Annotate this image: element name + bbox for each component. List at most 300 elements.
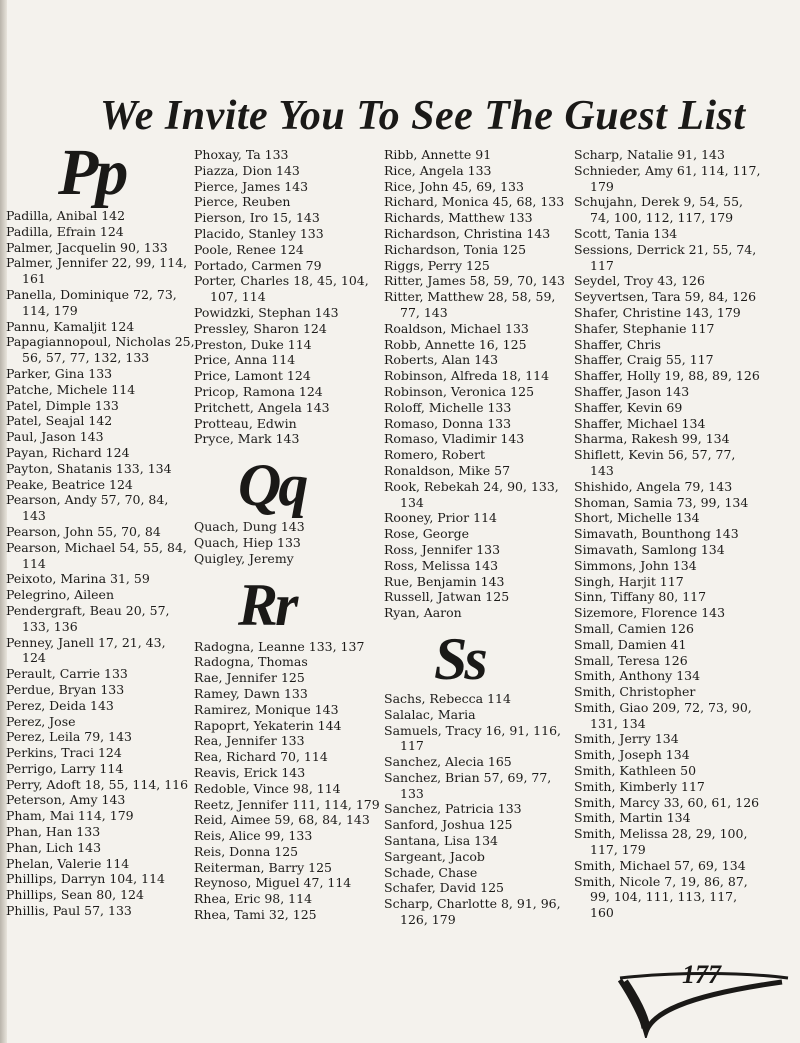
guest-entry (574, 368, 774, 384)
guest-name-line: Papagiannopoul, Nicholas 25, (6, 334, 195, 350)
guest-name-line: Phan, Lich 143 (6, 839, 102, 855)
guest-name-line: Pendergraft, Beau 20, 57, (6, 602, 170, 618)
guest-entry (384, 542, 564, 558)
guest-pages-continued: 117 (590, 257, 614, 273)
guest-name-line: Pierson, Iro 15, 143 (194, 210, 320, 226)
guest-name-line: Ross, Melissa 143 (384, 557, 499, 573)
guest-entry (384, 574, 564, 590)
guest-entry (574, 637, 774, 653)
guest-name-line: Reis, Alice 99, 133 (194, 828, 313, 844)
guest-entry (6, 492, 186, 524)
guest-entry (6, 698, 186, 714)
guest-entry (6, 255, 186, 287)
guest-name-line: Smith, Christopher (574, 684, 696, 700)
guest-name-line: Piazza, Dion 143 (194, 162, 300, 178)
column-3 (384, 147, 564, 928)
guest-entry (6, 903, 186, 919)
guest-entry (194, 797, 379, 813)
guest-name-line: Rea, Richard 70, 114 (194, 749, 328, 765)
guest-entry (384, 226, 564, 242)
guest-name-line: Placido, Stanley 133 (194, 225, 324, 241)
guest-entry (384, 558, 564, 574)
guest-pages-continued: 131, 134 (590, 715, 646, 731)
guest-name-line: Short, Michelle 134 (574, 510, 700, 526)
guest-entry (194, 242, 379, 258)
guest-name-line: Perez, Deida 143 (6, 697, 114, 713)
guest-entry (6, 571, 186, 587)
guest-name-line: Preston, Duke 114 (194, 336, 312, 352)
guest-entry (384, 605, 564, 621)
guest-name-line: Rhea, Eric 98, 114 (194, 891, 313, 907)
guest-name-line: Patche, Michele 114 (6, 381, 136, 397)
guest-entry (574, 621, 774, 637)
guest-entry (194, 147, 379, 163)
guest-pages-continued: 117 (400, 738, 424, 754)
guest-name-line: Padilla, Anibal 142 (6, 208, 126, 223)
guest-entry (6, 413, 186, 429)
guest-name-line: Smith, Jerry 134 (574, 731, 679, 747)
guest-name-line: Rhea, Tami 32, 125 (194, 907, 317, 923)
guest-entry (6, 729, 186, 745)
guest-entry (6, 840, 186, 856)
guest-pages-continued: 161 (22, 271, 46, 287)
guest-pages-continued: 126, 179 (400, 912, 456, 928)
guest-name-line: Perault, Carrie 133 (6, 666, 128, 682)
guest-name-line: Ramey, Dawn 133 (194, 685, 308, 701)
page-number: 177 (682, 960, 721, 989)
guest-name-line: Radogna, Leanne 133, 137 (194, 638, 365, 654)
guest-entry (384, 273, 564, 289)
guest-name-line: Shaffer, Michael 134 (574, 415, 706, 431)
guest-entry (574, 337, 774, 353)
guest-entry (574, 542, 774, 558)
guest-name-line: Peterson, Amy 143 (6, 792, 126, 808)
guest-name-line: Smith, Michael 57, 69, 134 (574, 857, 746, 873)
guest-name-line: Seydel, Troy 43, 126 (574, 273, 705, 289)
guest-entry (574, 226, 774, 242)
guest-pages-continued: 107, 114 (210, 289, 266, 305)
guest-pages-continued: 117, 179 (590, 842, 646, 858)
guest-entry (574, 242, 774, 274)
entries-r-part1 (194, 639, 379, 923)
guest-pages-continued: 134 (400, 494, 424, 510)
guest-entry (194, 781, 379, 797)
guest-entry (384, 400, 564, 416)
guest-name-line: Smith, Giao 209, 72, 73, 90, (574, 699, 752, 715)
guest-name-line: Peixoto, Marina 31, 59 (6, 571, 150, 587)
guest-entry (6, 666, 186, 682)
guest-entry (6, 398, 186, 414)
guest-name-line: Phan, Han 133 (6, 824, 101, 840)
guest-entry (194, 686, 379, 702)
guest-pages-continued: 114 (22, 555, 46, 571)
guest-entry (6, 240, 186, 256)
guest-name-line: Pressley, Sharon 124 (194, 320, 327, 336)
guest-name-line: Smith, Nicole 7, 19, 86, 87, (574, 873, 748, 889)
guest-name-line: Sessions, Derrick 21, 55, 74, (574, 241, 757, 257)
guest-name-line: Pricop, Ramona 124 (194, 383, 323, 399)
guest-entry (6, 287, 186, 319)
guest-name-line: Richard, Monica 45, 68, 133 (384, 194, 565, 210)
guest-entry (574, 447, 774, 479)
guest-entry (194, 384, 379, 400)
guest-entry (194, 163, 379, 179)
guest-entry (574, 400, 774, 416)
guest-entry (574, 874, 774, 921)
guest-entry (6, 682, 186, 698)
guest-name-line: Small, Camien 126 (574, 620, 694, 636)
guest-entry (384, 801, 564, 817)
guest-entry (194, 194, 379, 210)
guest-entry (574, 668, 774, 684)
guest-name-line: Shafer, Christine 143, 179 (574, 304, 741, 320)
guest-name-line: Parker, Gina 133 (6, 365, 113, 381)
guest-name-line: Smith, Melissa 28, 29, 100, (574, 826, 748, 842)
guest-entry (384, 242, 564, 258)
guest-name-line: Rea, Jennifer 133 (194, 733, 305, 749)
guest-entry (574, 526, 774, 542)
guest-entry (194, 416, 379, 432)
guest-name-line: Seyvertsen, Tara 59, 84, 126 (574, 289, 757, 305)
guest-pages-continued: 56, 57, 77, 132, 133 (22, 350, 150, 366)
guest-name-line: Perry, Adoft 18, 55, 114, 116 (6, 776, 189, 792)
guest-name-line: Perez, Leila 79, 143 (6, 729, 132, 745)
guest-name-line: Richardson, Tonia 125 (384, 241, 527, 257)
guest-entry (194, 891, 379, 907)
guest-entry (574, 589, 774, 605)
guest-name-line: Romaso, Donna 133 (384, 415, 512, 431)
guest-name-line: Scharp, Natalie 91, 143 (574, 147, 725, 162)
guest-entry (384, 147, 564, 163)
guest-entry (384, 463, 564, 479)
guest-name-line: Ronaldson, Mike 57 (384, 462, 511, 478)
guest-entry (574, 747, 774, 763)
guest-name-line: Payan, Richard 124 (6, 444, 130, 460)
guest-name-line: Ribb, Annette 91 (384, 147, 492, 162)
guest-entry (574, 763, 774, 779)
guest-name-line: Rue, Benjamin 143 (384, 573, 505, 589)
guest-entry (194, 733, 379, 749)
guest-name-line: Padilla, Efrain 124 (6, 223, 124, 239)
guest-name-line: Robinson, Veronica 125 (384, 383, 535, 399)
guest-entry (384, 289, 564, 321)
section-letter-r: Rr (238, 571, 296, 638)
guest-name-line: Poole, Renee 124 (194, 241, 304, 257)
guest-name-line: Roaldson, Michael 133 (384, 320, 529, 336)
guest-entry (384, 817, 564, 833)
guest-entry (384, 723, 564, 755)
guest-entry (574, 147, 774, 163)
guest-entry (574, 731, 774, 747)
guest-entry (6, 524, 186, 540)
guest-entry (574, 305, 774, 321)
guest-entry (194, 273, 379, 305)
guest-entry (574, 574, 774, 590)
guest-entry (194, 179, 379, 195)
guest-name-line: Quach, Dung 143 (194, 519, 305, 535)
guest-entry (194, 258, 379, 274)
guest-entry (574, 321, 774, 337)
column-2 (194, 147, 379, 923)
guest-name-line: Russell, Jatwan 125 (384, 589, 510, 605)
guest-name-line: Perrigo, Larry 114 (6, 760, 124, 776)
guest-name-line: Phillis, Paul 57, 133 (6, 903, 132, 919)
guest-name-line: Penney, Janell 17, 21, 43, (6, 634, 166, 650)
guest-entry (574, 779, 774, 795)
guest-entry (574, 479, 774, 495)
guest-name-line: Sizemore, Florence 143 (574, 605, 726, 621)
guest-name-line: Roloff, Michelle 133 (384, 399, 512, 415)
guest-pages-continued: 143 (22, 508, 46, 524)
guest-pages-continued: 179 (590, 178, 614, 194)
guest-entry (574, 653, 774, 669)
guest-name-line: Peake, Beatrice 124 (6, 476, 133, 492)
guest-name-line: Simavath, Samlong 134 (574, 541, 725, 557)
guest-entry (194, 702, 379, 718)
section-letter-s: Ss (434, 625, 485, 692)
guest-pages-continued: 133 (400, 785, 424, 801)
guest-name-line: Radogna, Thomas (194, 654, 308, 670)
guest-pages-continued: 99, 104, 111, 113, 117, (590, 889, 738, 905)
guest-name-line: Reiterman, Barry 125 (194, 859, 332, 875)
guest-name-line: Quigley, Jeremy (194, 550, 294, 566)
guest-entry (194, 907, 379, 923)
guest-name-line: Rice, Angela 133 (384, 162, 492, 178)
guest-entry (574, 605, 774, 621)
guest-entry (6, 540, 186, 572)
guest-name-line: Ross, Jennifer 133 (384, 541, 501, 557)
guest-entry (194, 749, 379, 765)
guest-entry (384, 754, 564, 770)
guest-entry (574, 684, 774, 700)
guest-pages-continued: 74, 100, 112, 117, 179 (590, 210, 734, 226)
guest-name-line: Small, Teresa 126 (574, 652, 688, 668)
guest-name-line: Pelegrino, Aileen (6, 587, 115, 603)
guest-entry (574, 431, 774, 447)
guest-name-line: Pearson, John 55, 70, 84 (6, 523, 161, 539)
guest-name-line: Perez, Jose (6, 713, 76, 729)
guest-entry (574, 384, 774, 400)
guest-name-line: Reid, Aimee 59, 68, 84, 143 (194, 812, 370, 828)
guest-entry (6, 587, 186, 603)
guest-name-line: Shaffer, Holly 19, 88, 89, 126 (574, 368, 760, 384)
guest-name-line: Phelan, Valerie 114 (6, 855, 130, 871)
guest-entry (194, 431, 379, 447)
guest-pages-continued: 160 (590, 905, 614, 921)
guest-entry (194, 368, 379, 384)
guest-entry (6, 382, 186, 398)
guest-entry (194, 535, 379, 551)
guest-name-line: Schnieder, Amy 61, 114, 117, (574, 162, 761, 178)
guest-name-line: Sinn, Tiffany 80, 117 (574, 589, 707, 605)
guest-pages-continued: 143 (590, 462, 614, 478)
guest-name-line: Richardson, Christina 143 (384, 225, 551, 241)
guest-name-line: Simavath, Bounthong 143 (574, 526, 739, 542)
guest-entry (194, 321, 379, 337)
guest-entry (6, 824, 186, 840)
guest-name-line: Pryce, Mark 143 (194, 431, 300, 447)
guest-entry (574, 194, 774, 226)
column-1 (6, 208, 195, 919)
guest-entry (6, 776, 189, 793)
guest-name-line: Rooney, Prior 114 (384, 510, 497, 526)
guest-name-line: Pierce, James 143 (194, 178, 309, 194)
guest-name-line: Panella, Dominique 72, 73, (6, 286, 177, 302)
guest-name-line: Perkins, Traci 124 (6, 745, 122, 761)
guest-entry (384, 321, 564, 337)
guest-entry (574, 795, 774, 811)
guest-name-line: Sachs, Rebecca 114 (384, 690, 511, 706)
guest-name-line: Sanchez, Patricia 133 (384, 801, 522, 817)
guest-entry (6, 429, 186, 445)
guest-name-line: Reetz, Jennifer 111, 114, 179 (194, 796, 380, 812)
guest-name-line: Shaffer, Craig 55, 117 (574, 352, 714, 368)
guest-name-line: Smith, Anthony 134 (574, 668, 701, 684)
guest-entry (194, 551, 379, 567)
guest-name-line: Phillips, Darryn 104, 114 (6, 871, 165, 887)
guest-entry (384, 510, 564, 526)
guest-name-line: Rose, George (384, 526, 469, 542)
guest-name-line: Smith, Kimberly 117 (574, 778, 705, 794)
guest-entry (384, 707, 564, 723)
guest-name-line: Shoman, Samia 73, 99, 134 (574, 494, 749, 510)
guest-name-line: Rae, Jennifer 125 (194, 670, 305, 686)
guest-entry (6, 745, 186, 761)
entries-p-part1 (6, 208, 195, 919)
guest-entry (574, 810, 774, 826)
guest-entry (384, 589, 564, 605)
guest-name-line: Pearson, Michael 54, 55, 84, (6, 539, 187, 555)
guest-entry (384, 447, 564, 463)
guest-entry (194, 828, 379, 844)
guest-name-line: Portado, Carmen 79 (194, 257, 322, 273)
guest-name-line: Phoxay, Ta 133 (194, 147, 289, 162)
guest-entry (574, 352, 774, 368)
entries-q (194, 519, 379, 566)
guest-entry (384, 210, 564, 226)
guest-entry (574, 826, 774, 858)
guest-name-line: Romaso, Vladimir 143 (384, 431, 525, 447)
guest-entry (6, 761, 186, 777)
guest-name-line: Sanchez, Alecia 165 (384, 754, 512, 770)
guest-name-line: Samuels, Tracy 16, 91, 116, (384, 722, 562, 738)
guest-name-line: Paul, Jason 143 (6, 429, 104, 445)
guest-entry (384, 337, 564, 353)
guest-name-line: Quach, Hiep 133 (194, 534, 301, 550)
guest-name-line: Robb, Annette 16, 125 (384, 336, 527, 352)
guest-name-line: Rice, John 45, 69, 133 (384, 178, 524, 194)
guest-entry (194, 400, 379, 416)
guest-name-line: Price, Lamont 124 (194, 368, 311, 384)
guest-entry (384, 770, 564, 802)
column-4 (574, 147, 774, 921)
guest-name-line: Salalac, Maria (384, 706, 476, 722)
guest-entry (384, 163, 564, 179)
guest-name-line: Simmons, John 134 (574, 557, 697, 573)
guest-name-line: Shafer, Stephanie 117 (574, 320, 715, 336)
guest-entry (6, 477, 186, 493)
guest-entry (384, 880, 564, 896)
guest-name-line: Pham, Mai 114, 179 (6, 808, 134, 824)
guest-name-line: Shaffer, Jason 143 (574, 383, 690, 399)
guest-name-line: Scott, Tania 134 (574, 225, 678, 241)
guest-entry (194, 812, 379, 828)
guest-entry (574, 558, 774, 574)
guest-entry (574, 700, 774, 732)
section-letter-p: Pp (58, 136, 126, 209)
guest-entry (6, 461, 186, 477)
guest-entry (384, 691, 564, 707)
guest-entry (574, 495, 774, 511)
guest-entry (384, 194, 564, 210)
guest-name-line: Reavis, Erick 143 (194, 764, 306, 780)
guest-name-line: Roberts, Alan 143 (384, 352, 499, 368)
guest-name-line: Ritter, Matthew 28, 58, 59, (384, 289, 556, 305)
guest-entry (574, 163, 774, 195)
guest-name-line: Richards, Matthew 133 (384, 210, 533, 226)
guest-name-line: Riggs, Perry 125 (384, 257, 490, 273)
guest-name-line: Ryan, Aaron (384, 605, 462, 621)
guest-entry (194, 875, 379, 891)
guest-name-line: Shaffer, Kevin 69 (574, 399, 683, 415)
guest-entry (384, 479, 564, 511)
guest-name-line: Pannu, Kamaljit 124 (6, 318, 135, 334)
guest-name-line: Rook, Rebekah 24, 90, 133, (384, 478, 559, 494)
guest-entry (6, 445, 186, 461)
guest-entry (384, 352, 564, 368)
guest-entry (384, 431, 564, 447)
guest-entry (574, 858, 774, 874)
guest-entry (194, 654, 379, 670)
guest-entry (6, 366, 186, 382)
guest-name-line: Schade, Chase (384, 864, 478, 880)
guest-entry (384, 833, 564, 849)
guest-name-line: Payton, Shatanis 133, 134 (6, 460, 172, 476)
guest-name-line: Shiflett, Kevin 56, 57, 77, (574, 447, 736, 463)
guest-entry (574, 289, 774, 305)
guest-entry (194, 670, 379, 686)
guest-entry (194, 860, 379, 876)
guest-name-line: Price, Anna 114 (194, 352, 296, 368)
guest-entry (194, 210, 379, 226)
guest-name-line: Robinson, Alfreda 18, 114 (384, 368, 550, 384)
guest-entry (574, 416, 774, 432)
guest-entry (194, 519, 379, 535)
guest-name-line: Porter, Charles 18, 45, 104, (194, 273, 369, 289)
guest-entry (6, 808, 186, 824)
guest-entry (6, 856, 186, 872)
guest-name-line: Sargeant, Jacob (384, 848, 485, 864)
entries-s-part2 (574, 147, 774, 921)
guest-entry (384, 179, 564, 195)
guest-name-line: Pearson, Andy 57, 70, 84, (6, 492, 169, 508)
guest-entry (6, 208, 186, 224)
guest-entry (6, 224, 186, 240)
guest-name-line: Santana, Lisa 134 (384, 833, 498, 849)
guest-entry (384, 368, 564, 384)
guest-name-line: Singh, Harjit 117 (574, 573, 684, 589)
guest-name-line: Palmer, Jennifer 22, 99, 114, (6, 255, 188, 271)
guest-pages-continued: 77, 143 (400, 304, 448, 320)
guest-name-line: Ramirez, Monique 143 (194, 701, 339, 717)
guest-name-line: Sharma, Rakesh 99, 134 (574, 431, 730, 447)
guest-entry (384, 384, 564, 400)
entries-r-part2 (384, 147, 564, 621)
guest-name-line: Schujahn, Derek 9, 54, 55, (574, 194, 744, 210)
section-letter-q: Qq (238, 452, 306, 519)
guest-entry (574, 273, 774, 289)
guest-pages-continued: 124 (22, 650, 46, 666)
